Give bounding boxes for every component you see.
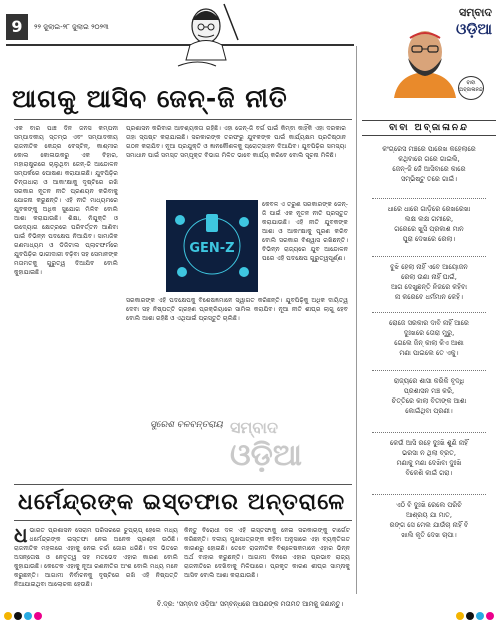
editor-caricature-icon — [168, 0, 246, 72]
verse-1: କଂଗ୍ରେସ ମଞ୍ଚରେ ପାରେଖ କହେଲାରେ କଥିବାରେ ଗରେ ଗାଇଲି, ଜେନ୍-ଜି ଜେଁ ଆସିବାରେ କାରେ ସମ୍ଭିଷ୍ଟୁ ତରେ ଗାଇଁ। — [382, 145, 476, 183]
verse-5: ରାଜ୍ୟରେ ଶାସା କରିକି ବୃଦ୍ଧି ପ୍ରଶାସନ ମଞ୍ଚ କରି, ଚିତ୍ତିରେ କାଲା ବିତୀଙ୍କ ଆଶା କୋଇଁଥିବା ପ୍ରଣୀ। — [391, 377, 467, 415]
logo-bottom: ଓଡ଼ିଆ — [456, 20, 492, 38]
verse-separator — [372, 432, 486, 434]
genz-illustration — [166, 200, 258, 292]
verse-6: କେଉଁ ଆସି ରହେ ଦୁଃଖି ଶୁଣି ନାହିଁ ଭରସା ନ ଥିଲା ବ୍ରତ, ମଣାକୁ ମଣା ଦେଖିବା ଦୁଃଖି ବିକେଶି କାଇଁ ଗରା। — [389, 439, 469, 477]
verse-separator — [372, 198, 486, 200]
verse-separator — [372, 256, 486, 258]
article2-column-1 — [14, 526, 178, 598]
author-signature: ସୁରେଶ ବଳବନ୍ତରାୟ — [150, 420, 223, 430]
verse-separator — [372, 370, 486, 372]
footer-note: ବି.ଦ୍ର: 'ସମ୍ବାଦ ଓଡ଼ିଆ' ସମ୍ବନ୍ଧରେ ଆପଣଙ୍କ ମତାମତ ଆମକୁ ଜଣାନ୍ତୁ। — [156, 600, 344, 608]
article-column-4 — [126, 296, 348, 416]
article-headline: ଆଗକୁ ଆସିବ ଜେନ୍-ଜି ନୀତି — [12, 84, 288, 113]
verse-2: ଧାରେ ଧାରେ ଗାଡ଼ିରେ ରେଖରେଖା ଲକ୍ଷ ଲକ୍ଷ ଗମୀରେ, ଗରେରେ ଖୁସି ପ୍ରକାଶ ମାନ ପୁରା ଦେଖରେ ରେଲା। — [387, 205, 471, 243]
verse-7: ଏଠି ବି ଦୁଃଖି ରେଲେ ପରିଚି ଆଶ୍ରୟ ଯା ମାତ, ରଙ୍ଗ ସେ ମେଲ ଯାଉଁଚା ନାହିଁ ବି ଖାଲି କୃତି ଦେଖ ଚାପା। — [389, 501, 469, 539]
article-text: କିନ୍ତୁ ବିରୋଧୀ ଦଳ ଏହି ଇସ୍ତଫାକୁ ନେଇ ସରକାରଙ୍କୁ ଟାର୍ଗେଟ କରିଛନ୍ତି। ଦଳୀୟ ମୁଖପାତ୍ରଙ୍କ କହିବା ଅନୁସାରେ ଏହା ବ୍ୟକ୍ତିଗତ କାରଣରୁ ହୋଇଛି। ତେବେ ରାଜନୀତିକ ବିଶ୍ଳେଷକମାନେ ଏହାର ଭିନ୍ନ ଅର୍ଥ ବାହାର କରୁଛନ୍ତି। ଆଗାମୀ ଦିନରେ ଏହାର ପ୍ରଭାବ ରାଜ୍ୟ ରାଜନୀତିରେ ଦେଖିବାକୁ ମିଳିପାରେ। ପ୍ରକୃତ କାରଣ ଶୀଘ୍ର ସାମ୍ନାକୁ ଆସିବ ବୋଲି ଆଶା କରାଯାଉଛି। — [184, 527, 350, 579]
registration-dot — [486, 612, 494, 620]
registration-dot — [476, 612, 484, 620]
registration-dot — [14, 612, 22, 620]
verse-4: ରୋଜେ ସରକାର ଦାବି ନାହିଁ ଆରେ ଦୁଃଖରେ ତୋରା ମୁରୁ, ଗେଲେ ଜିନ୍ କାଲା କିଏ ଆଶା ମଣା ପାଇଲେ ତେ ଏକୁ। — [389, 319, 469, 357]
registration-dot — [4, 612, 12, 620]
baba-portrait-icon — [388, 22, 462, 98]
issue-date: ୨୨ ଜୁଲାଇ-୨୮ ଜୁଲାଇ ୨୦୨୩ — [34, 23, 109, 31]
article-text: ଏକ ବାର ପାଞ୍ଚ ଦିନ ଜନସ କମ୍ପନୀ ସମ୍ପାଦକୀୟ ସ୍ତମ୍ଭ ଏବଂ ସମ୍ପାଦକୀୟ ରାଜନୀତିକ କେନ୍ଦ୍ର ବେସ୍ଟିନ୍, କାଶ୍ମୀର କୋଲ କୋଳାଉକରୁ ଏକ ବିହାର, ମହାରାଷ୍ଟ୍ରରେ ଚାଲୁଥିବା ଜେନ୍-ଜି ଆନ୍ଦୋଳନ ସମ୍ପର୍କରେ ଘୋଷଣା କରାଯାଇଛି। ଯୁବପିଢ଼ିର ଚିନ୍ତାଧାରା ଓ ଆକାଂକ୍ଷାକୁ ଦୃଷ୍ଟିରେ ରଖି ସରକାର ନୂତନ ନୀତି ପ୍ରଣୟନ କରିବାକୁ ଯୋଜନା କରୁଛନ୍ତି। ଏହି ନୀତି ମାଧ୍ୟମରେ ଯୁବକଙ୍କୁ ଅଧିକ ସୁଯୋଗ ମିଳିବ ବୋଲି ଆଶା କରାଯାଉଛି। ଶିକ୍ଷା, ନିଯୁକ୍ତି ଓ ଉଦ୍ୟୋଗ କ୍ଷେତ୍ରରେ ପରିବର୍ତ୍ତନ ଆଣିବା ପାଇଁ ବିଭିନ୍ନ ପଦକ୍ଷେପ ନିଆଯିବ। ସାମାଜିକ ଗଣମାଧ୍ୟମ ଓ ଡିଜିଟାଲ ପ୍ଲାଟଫର୍ମରେ ଯୁବପିଢ଼ିର ଭାଗୀଦାରୀ ବଢ଼ିବା ସହ ସେମାନଙ୍କ ମତାମତକୁ ଗୁରୁତ୍ୱ ଦିଆଯିବ ବୋଲି କୁହାଯାଇଛି। — [14, 125, 118, 276]
registration-dot — [24, 612, 32, 620]
watermark-line1: ସମ୍ବାଦ — [230, 418, 278, 437]
article-column-1 — [14, 124, 118, 416]
registration-dot — [466, 612, 474, 620]
sidebar-title: ବାବା ଅବ୍ଜାଳାନନ୍ଦ — [362, 120, 496, 136]
article-text: ପ୍ରଶାସନ କରିବାର ଆବଶ୍ୟକତା ରହିଛି। ଏହା ଜେନ୍-ଜି ବର୍ଗ ପାଇଁ କିମ୍ବା କାହିଁକି ଏହା ଦରକାର ତାହା ସ୍ପଷ୍ଟ କରାଯାଇଛି। ସରକାରଙ୍କ ତରଫରୁ ଯୁବକଙ୍କ ପାଇଁ କାର୍ଯ୍ୟକ୍ଷମ ପ୍ରତିଷ୍ଠାନ ଗଠନ କରାଯିବ। ନୂଆ ପ୍ରଯୁକ୍ତି ଓ ଜ୍ଞାନକୌଶଳକୁ ପ୍ରୋତ୍ସାହନ ଦିଆଯିବ। ଯୁବପିଢ଼ିର ସମସ୍ୟା ସମାଧାନ ପାଇଁ ସମସ୍ତ ସମ୍ପୃକ୍ତ ବିଭାଗ ମିଳିତ ଭାବେ କାର୍ଯ୍ୟ କରିବେ ବୋଲି ସୂଚନା ମିଳିଛି। — [126, 125, 346, 159]
registration-dot — [456, 612, 464, 620]
watermark-line2: ଓଡ଼ିଆ — [230, 438, 302, 473]
divider — [14, 119, 352, 120]
divider — [14, 520, 352, 521]
color-registration-dots — [0, 612, 500, 622]
article-column-2 — [126, 124, 346, 198]
article-text: ଭାରତ ପ୍ରଶାସନ ସେରାମ ପରିସରରେ ଚୁପ୍‌ଚାପ୍ ହେଲେ ମଧ୍ୟ ଧର୍ମେନ୍ଦ୍ରଙ୍କ ଇସ୍ତଫା ନେଇ ଅନେକ ପ୍ରଶ୍ନ ଉଠିଛି। ରାଜନୀତିକ ମହଲରେ ଏହାକୁ ନେଇ ଚର୍ଚ୍ଚା ଜୋର ଧରିଛି। ଦଳ ଭିତରେ ଅସନ୍ତୋଷ ଓ ନେତୃତ୍ୱ ସହ ମତଭେଦ ଏହାର କାରଣ ବୋଲି କୁହାଯାଉଛି। କେତେକ ଏହାକୁ ନୂଆ ରଣନୀତିର ଅଂଶ ବୋଲି ମଧ୍ୟ ମନେ କରୁଛନ୍ତି। ଆଗାମୀ ନିର୍ବାଚନକୁ ଦୃଷ୍ଟିରେ ରଖି ଏହି ନିଷ୍ପତ୍ତି ନିଆଯାଇଥିବା ଆଲୋଚନା ହେଉଛି। — [14, 527, 178, 588]
article-column-3 — [262, 200, 348, 292]
article-headline-2: ଧର୍ମେନ୍ଦ୍ରଙ୍କ ଇସ୍ତଫାର ଅନ୍ତରାଳେ — [18, 490, 346, 515]
article2-column-2 — [184, 526, 350, 598]
article-text: କେବଳ ଏ ତରୁଣ ସରକାରଙ୍କ ଜେନ୍-ଜି ପାଇଁ ଏକ ନୂତନ ନୀତି ପ୍ରସ୍ତୁତ କରାଯାଉଛି। ଏହି ନୀତି ଯୁବକଙ୍କ ଆଶା ଓ ଆକାଂକ୍ଷାକୁ ପୂରଣ କରିବ ବୋଲି ସରକାର ବିଶ୍ୱାସ ରଖିଛନ୍ତି। ବିଭିନ୍ନ ରାଜ୍ୟରେ ଯୁବ ଆନ୍ଦୋଳନ ପରେ ଏହି ପଦକ୍ଷେପ ଗୁରୁତ୍ୱପୂର୍ଣ୍ଣ। — [262, 201, 348, 262]
dropcap: ଧ — [14, 526, 28, 547]
article-text: ସରକାରଙ୍କ ଏହି ପଦକ୍ଷେପକୁ ବିଶେଷଜ୍ଞମାନେ ସ୍ୱାଗତ କରିଛନ୍ତି। ଯୁବପିଢ଼ିକୁ ଅଧିକ ଦାୟିତ୍ୱ ଦେବା ସହ ନିଷ୍ପତ୍ତି ଗ୍ରହଣ ପ୍ରକ୍ରିୟାରେ ସାମିଲ କରାଯିବ। ନୂଆ ନୀତି ଶୀଘ୍ର ଲାଗୁ ହେବ ବୋଲି ଆଶା ରହିଛି ଓ ଏଥିପାଇଁ ପ୍ରସ୍ତୁତି ଚାଲିଛି। — [126, 297, 348, 322]
logo-top: ସମ୍ବାଦ — [459, 6, 492, 19]
column-divider — [356, 46, 357, 594]
genz-label: GEN-Z — [189, 241, 235, 256]
page-number: 9 — [6, 14, 28, 40]
verse-3: ବୁଝି ହେଲା ନାହିଁ ଏବେ ଆୟୋଜନ ରେଲା ଉଣା ନାହିଁ ଘାଇଁ, ଆଗ ଦେଖୁଛନ୍ତି ନିଜରେ କହିବା ନା କରେବେ ଧର୍ମମାନ କେହି। — [390, 263, 468, 301]
baba-stamp: ବାବା ଅବ୍ଜାଳାନନ୍ଦ — [458, 76, 484, 100]
divider — [14, 484, 352, 485]
verse-separator — [372, 494, 486, 496]
registration-dot — [34, 612, 42, 620]
verse-separator — [372, 312, 486, 314]
